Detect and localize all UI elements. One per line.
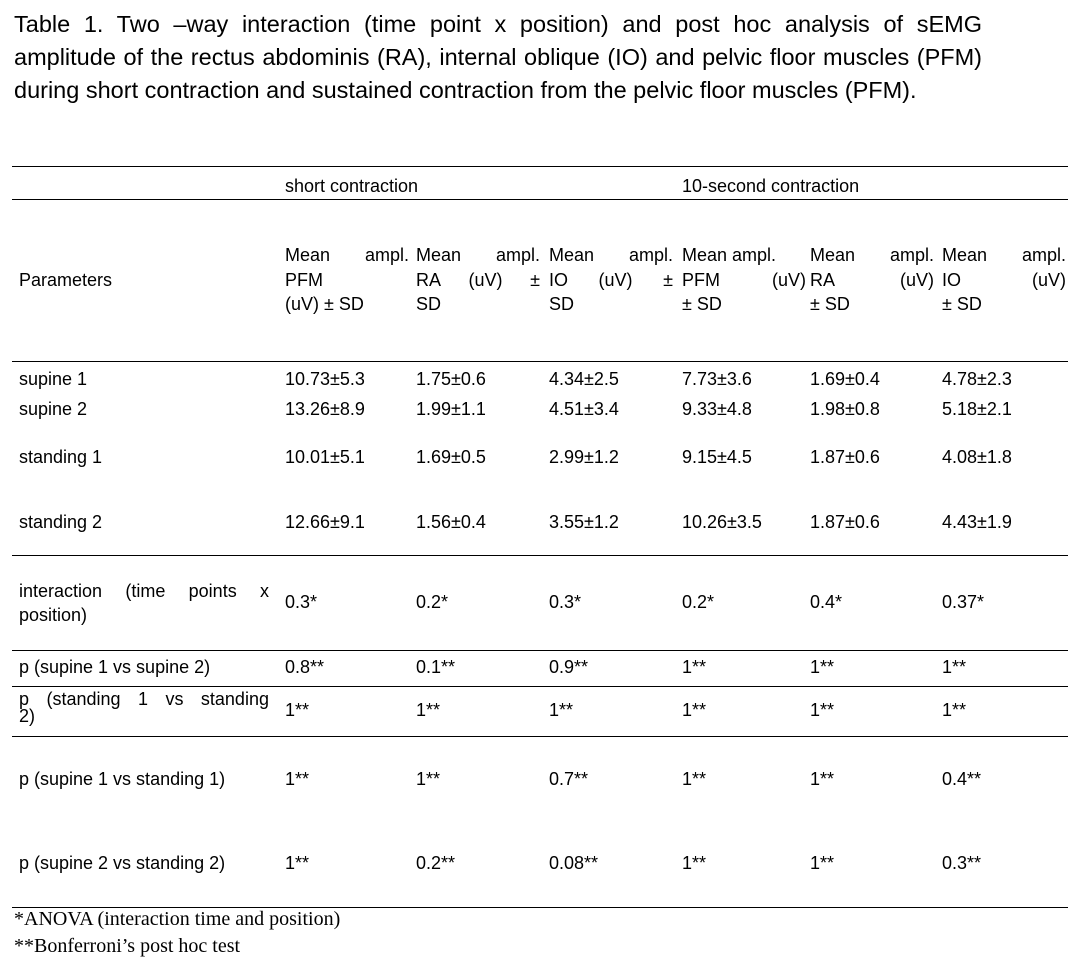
table-cell: 10.73±5.3 (285, 369, 365, 389)
table-cell: 1** (942, 700, 967, 720)
table-cell: 4.34±2.5 (549, 369, 619, 389)
table-cell: 1.69±0.5 (416, 447, 486, 467)
table-cell: 0.37* (942, 592, 985, 612)
table-cell: 1** (682, 700, 707, 720)
footnote-bonferroni: **Bonferroni’s post hoc test (14, 935, 241, 957)
table-cell: 1** (942, 657, 967, 677)
table-cell: 1.98±0.8 (810, 399, 880, 419)
table-cell: 1.87±0.6 (810, 512, 880, 532)
table-cell: 1** (285, 700, 310, 720)
group-header-short: short contraction (285, 176, 419, 196)
column-header: Mean ampl. IO (uV) ± SD (549, 245, 673, 314)
table-cell: 0.2** (416, 853, 456, 873)
table-cell: 0.1** (416, 657, 456, 677)
table-cell: 1** (549, 700, 574, 720)
table-cell: 0.2* (416, 592, 449, 612)
table-caption: Table 1. Two –way interaction (time point x position) and post hoc analysis of sEMG amplitude of the rectus abdominis (RA), internal oblique (IO) and pelvic floor muscles (PFM) during short contraction and sustained contraction from the pelvic floor muscles (PFM). (14, 11, 982, 103)
row-label: supine 1 (19, 369, 88, 389)
table-cell: 10.26±3.5 (682, 512, 762, 532)
stats-row-label: p (supine 1 vs supine 2) (19, 657, 211, 677)
table-cell: 1** (416, 700, 441, 720)
column-header: Mean ampl. RA (uV) ± SD (416, 245, 540, 314)
table-rule (12, 555, 1068, 556)
table-cell: 0.7** (549, 769, 589, 789)
table-cell: 4.43±1.9 (942, 512, 1012, 532)
table-rule (12, 166, 1068, 167)
table-cell: 4.78±2.3 (942, 369, 1012, 389)
parameters-header: Parameters (19, 270, 113, 290)
table-cell: 0.08** (549, 853, 599, 873)
row-label: supine 2 (19, 399, 88, 419)
table-cell: 1** (682, 657, 707, 677)
table-cell: 1.69±0.4 (810, 369, 880, 389)
table-cell: 0.4** (942, 769, 982, 789)
table-cell: 4.51±3.4 (549, 399, 619, 419)
table-cell: 1** (285, 853, 310, 873)
row-label: standing 2 (19, 512, 103, 532)
table-cell: 1.87±0.6 (810, 447, 880, 467)
table-cell: 13.26±8.9 (285, 399, 365, 419)
table-cell: 9.15±4.5 (682, 447, 752, 467)
table-cell: 1** (416, 769, 441, 789)
table-cell: 0.8** (285, 657, 325, 677)
table-rule (12, 650, 1068, 651)
column-header: Mean ampl. PFM (uV) ± SD (285, 245, 409, 314)
table-cell: 1.56±0.4 (416, 512, 486, 532)
table-cell: 0.3* (549, 592, 582, 612)
row-label: standing 1 (19, 447, 103, 467)
table-cell: 0.4* (810, 592, 843, 612)
table-cell: 1** (682, 853, 707, 873)
table-cell: 5.18±2.1 (942, 399, 1012, 419)
table-cell: 1** (682, 769, 707, 789)
group-header-sustained: 10-second contraction (682, 176, 860, 196)
table-cell: 0.9** (549, 657, 589, 677)
table-cell: 0.3* (285, 592, 318, 612)
table-cell: 1** (810, 700, 835, 720)
table-cell: 7.73±3.6 (682, 369, 752, 389)
footnote-anova: *ANOVA (interaction time and position) (14, 908, 341, 930)
column-header: Mean ampl. RA (uV) ± SD (810, 245, 934, 314)
stats-row-label: p (supine 1 vs standing 1) (19, 769, 226, 789)
table-cell: 0.2* (682, 592, 715, 612)
table-rule (12, 736, 1068, 737)
table-cell: 1** (810, 853, 835, 873)
stats-row-label: p (supine 2 vs standing 2) (19, 853, 226, 873)
table-cell: 4.08±1.8 (942, 447, 1012, 467)
table-cell: 0.3** (942, 853, 982, 873)
table-cell: 10.01±5.1 (285, 447, 365, 467)
table-cell: 1** (285, 769, 310, 789)
stats-row-label: interaction (time points x position) (19, 581, 269, 625)
table-cell: 1.75±0.6 (416, 369, 486, 389)
table-cell: 12.66±9.1 (285, 512, 365, 532)
table-cell: 1** (810, 769, 835, 789)
table-cell: 9.33±4.8 (682, 399, 752, 419)
column-header: Mean ampl. PFM (uV) ± SD (682, 245, 806, 314)
column-header: Mean ampl. IO (uV) ± SD (942, 245, 1066, 314)
table-cell: 2.99±1.2 (549, 447, 619, 467)
table-rule (12, 199, 1068, 200)
stats-row-label: p (standing 1 vs standing 2) (19, 689, 269, 726)
table-rule (12, 361, 1068, 362)
table-cell: 1.99±1.1 (416, 399, 486, 419)
table-cell: 1** (810, 657, 835, 677)
table-cell: 3.55±1.2 (549, 512, 619, 532)
